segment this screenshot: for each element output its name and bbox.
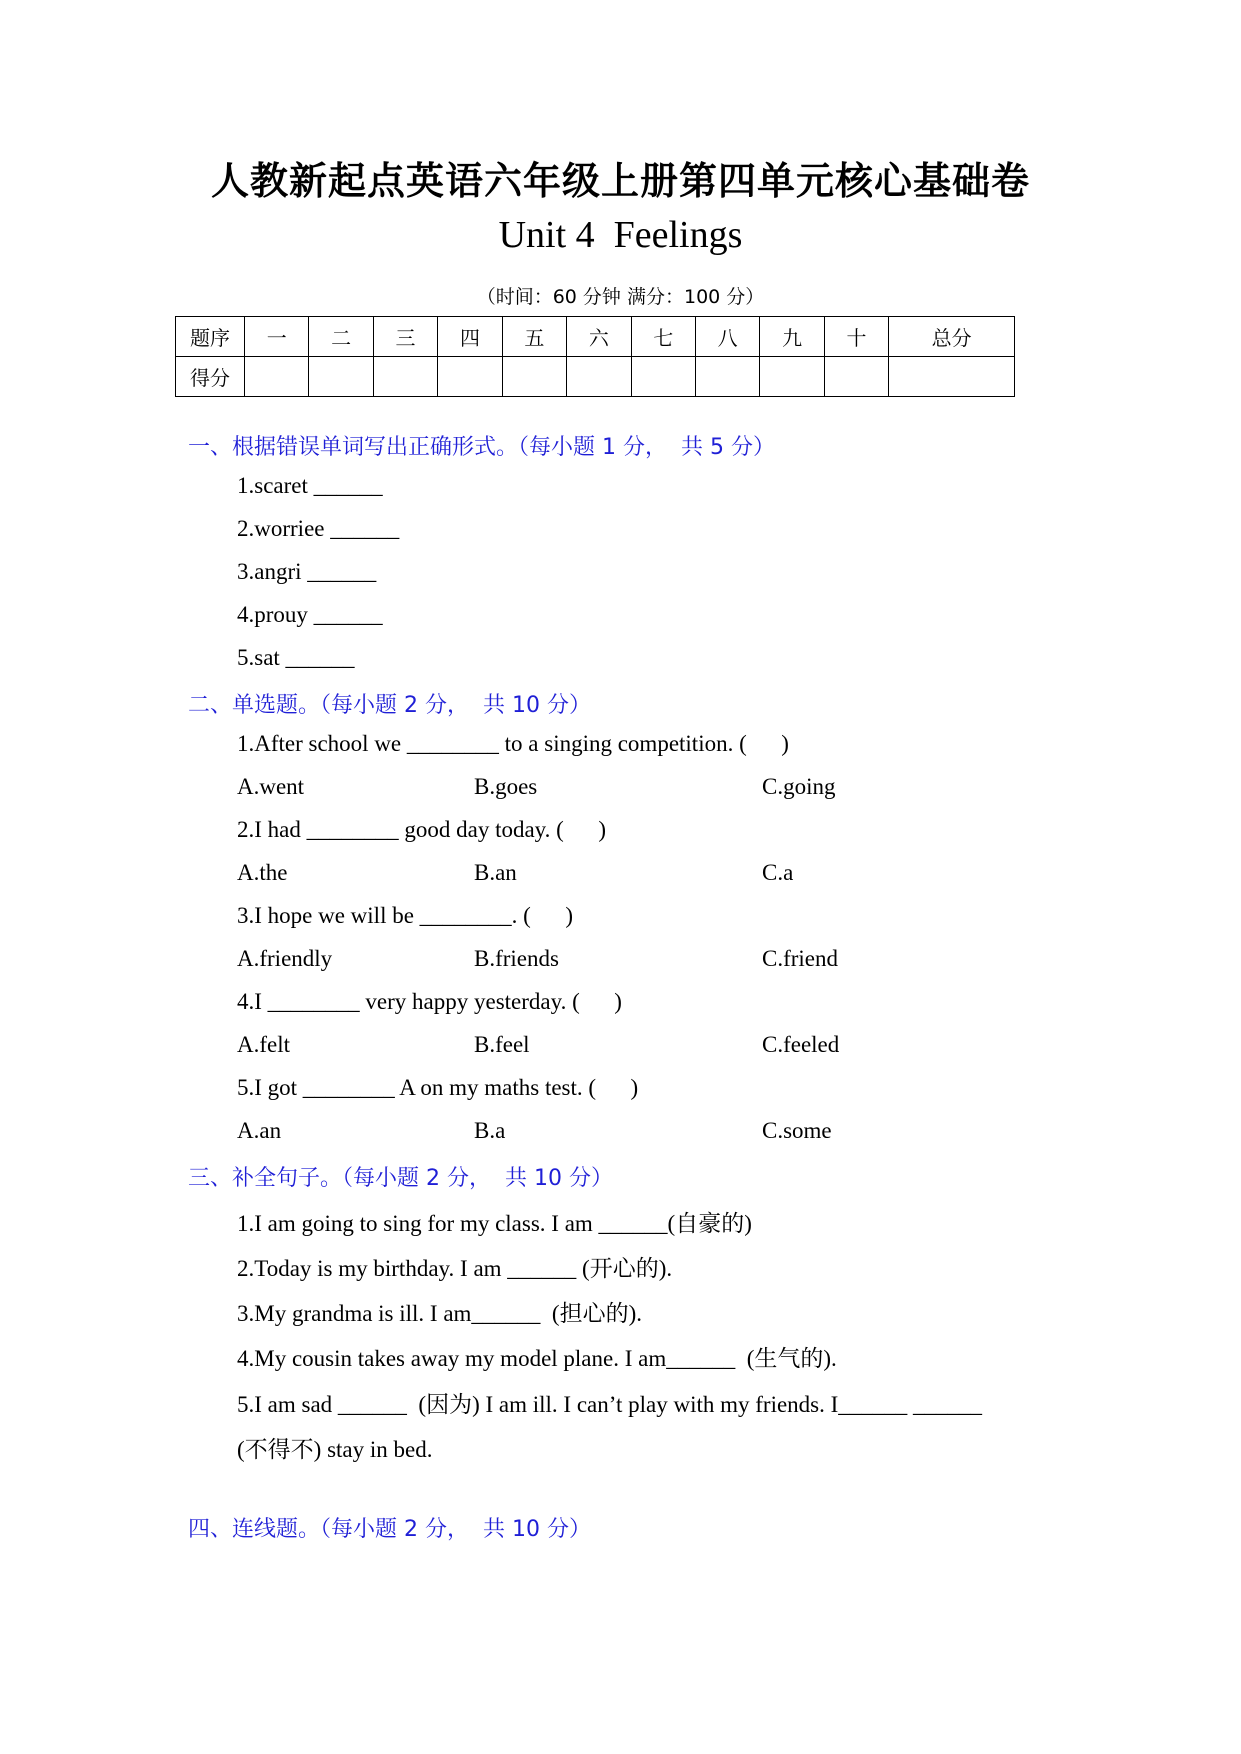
option-a: A.felt (237, 1032, 291, 1057)
score-blank-cell (309, 357, 373, 397)
score-blank-cell (245, 357, 309, 397)
unit-title: Unit 4 Feelings (498, 214, 743, 256)
question-item: 1.I am going to sing for my class. I am ______(自豪的) (237, 1211, 752, 1236)
score-table-header-row (176, 317, 1015, 357)
question-item: 5.sat ______ (237, 645, 355, 670)
option-b: B.goes (474, 774, 538, 799)
option-c: C.a (762, 860, 794, 885)
score-table-score-row (176, 357, 1015, 397)
score-cell: 八 (695, 317, 759, 357)
question-item: 3.angri ______ (237, 559, 377, 584)
score-cell: 七 (631, 317, 695, 357)
score-blank-cell (824, 357, 888, 397)
section-2-heading: 二、单选题。（每小题 2 分， 共 10 分） (188, 693, 591, 718)
score-cell: 三 (373, 317, 437, 357)
option-c: C.going (762, 774, 836, 799)
option-b: B.a (474, 1118, 506, 1143)
score-cell: 四 (438, 317, 502, 357)
option-b: B.an (474, 860, 517, 885)
question-item: 2.Today is my birthday. I am ______ (开心的). (237, 1256, 673, 1281)
score-blank-cell (695, 357, 759, 397)
score-table (175, 316, 1015, 397)
question-item: 2.I had ________ good day today. ( ) (237, 817, 606, 842)
option-a: A.the (237, 860, 288, 885)
score-cell: 九 (760, 317, 824, 357)
option-b: B.feel (474, 1032, 530, 1057)
score-blank-cell (889, 357, 1015, 397)
section-1-heading: 一、根据错误单词写出正确形式。（每小题 1 分， 共 5 分） (188, 435, 775, 460)
question-item: 5.I got ________ A on my maths test. ( ) (237, 1075, 639, 1100)
section-3-heading: 三、补全句子。（每小题 2 分， 共 10 分） (188, 1166, 613, 1191)
score-blank-cell (631, 357, 695, 397)
option-a: A.an (237, 1118, 282, 1143)
score-blank-cell (438, 357, 502, 397)
score-cell: 总分 (889, 317, 1015, 357)
section-4-heading: 四、连线题。（每小题 2 分， 共 10 分） (188, 1517, 591, 1542)
score-cell: 题序 (176, 317, 245, 357)
option-c: C.some (762, 1118, 832, 1143)
question-item: 5.I am sad ______ (因为) I am ill. I can’t play with my friends. I______ ______ (237, 1392, 983, 1417)
score-cell: 一 (245, 317, 309, 357)
score-blank-cell (760, 357, 824, 397)
score-blank-cell (373, 357, 437, 397)
question-item: 4.prouy ______ (237, 602, 383, 627)
exam-meta: （时间：60 分钟 满分：100 分） (476, 286, 765, 308)
option-b: B.friends (474, 946, 559, 971)
question-item: 2.worriee ______ (237, 516, 400, 541)
score-cell: 六 (567, 317, 631, 357)
option-a: A.went (237, 774, 305, 799)
score-cell: 五 (502, 317, 566, 357)
option-c: C.feeled (762, 1032, 840, 1057)
exam-title: 人教新起点英语六年级上册第四单元核心基础卷 (210, 158, 1030, 203)
score-row-label: 得分 (176, 357, 245, 397)
question-item: 4.I ________ very happy yesterday. ( ) (237, 989, 622, 1014)
option-a: A.friendly (237, 946, 333, 971)
score-blank-cell (567, 357, 631, 397)
score-cell: 十 (824, 317, 888, 357)
question-item: 4.My cousin takes away my model plane. I am______ (生气的). (237, 1346, 837, 1371)
question-item: 1.scaret ______ (237, 473, 383, 498)
question-item: 3.My grandma is ill. I am______ (担心的). (237, 1301, 643, 1326)
question-item: 1.After school we ________ to a singing competition. ( ) (237, 731, 789, 756)
question-item-continued: (不得不) stay in bed. (237, 1437, 433, 1462)
question-item: 3.I hope we will be ________. ( ) (237, 903, 573, 928)
score-cell: 二 (309, 317, 373, 357)
option-c: C.friend (762, 946, 839, 971)
score-blank-cell (502, 357, 566, 397)
